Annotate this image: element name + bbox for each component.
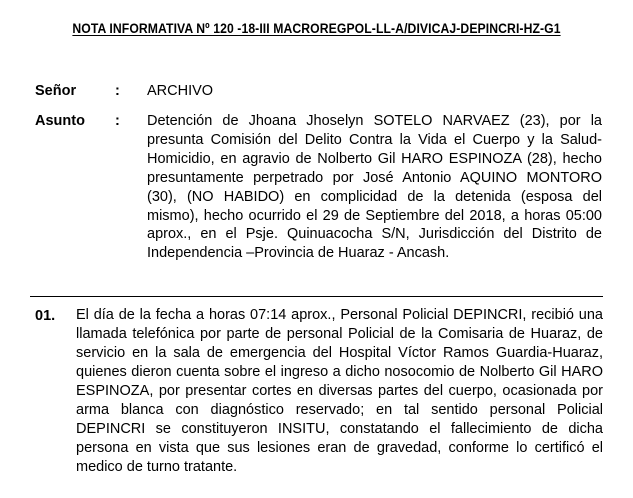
- senor-value: ARCHIVO: [147, 83, 214, 99]
- paragraph-text: El día de la fecha a horas 07:14 aprox., Personal Policial DEPINCRI, recibió una llamada telefónica por parte de personal Policial de la Comisaria de Huaraz, de servicio en la sala de emergencia del Hospital Víctor Ramos Guardia-Huaraz, quienes dieron cuenta sobre el ingreso a dicho nosocomio de Nolberto Gil HARO ESPINOZA, por presentar cortes en diversas partes del cuerpo, ocasionada por arma blanca con diagnóstico reservado; en tal sentido personal Policial DEPINCRI se constituyeron INSITU, constatando el fallecimiento de dicha persona en vista que sus lesiones eran de gravedad, conforme lo certificó el medico de turno tratante.: [76, 307, 603, 475]
- senor-colon: :: [115, 83, 120, 99]
- asunto-text: Detención de Jhoana Jhoselyn SOTELO NARVAEZ (23), por la presunta Comisión del Delito Contra la Vida el Cuerpo y la Salud-Homicidio, en agravio de Nolberto Gil HARO ESPINOZA (28), hecho presuntamente perpetrado por José Antonio AQUINO MONTORO (30), (NO HABIDO) en complicidad de la detenida (esposa del mismo), hecho ocurrido el 29 de Septiembre del 2018, a horas 05:00 aprox., en el Psje. Quinuacocha S/N, Jurisdicción del Distrito de Independencia –Provincia de Huaraz - Ancash.: [147, 113, 602, 262]
- asunto-colon: :: [115, 113, 120, 129]
- asunto-label: Asunto: [35, 113, 85, 129]
- document-title-text: NOTA INFORMATIVA Nº 120 -18-III MACROREGPOL-LL-A/DIVICAJ-DEPINCRI-HZ-G1: [72, 21, 561, 37]
- document-title: [70, 18, 563, 41]
- paragraph-number: 01.: [35, 308, 56, 324]
- section-divider: [30, 296, 603, 297]
- senor-label: Señor: [35, 83, 77, 99]
